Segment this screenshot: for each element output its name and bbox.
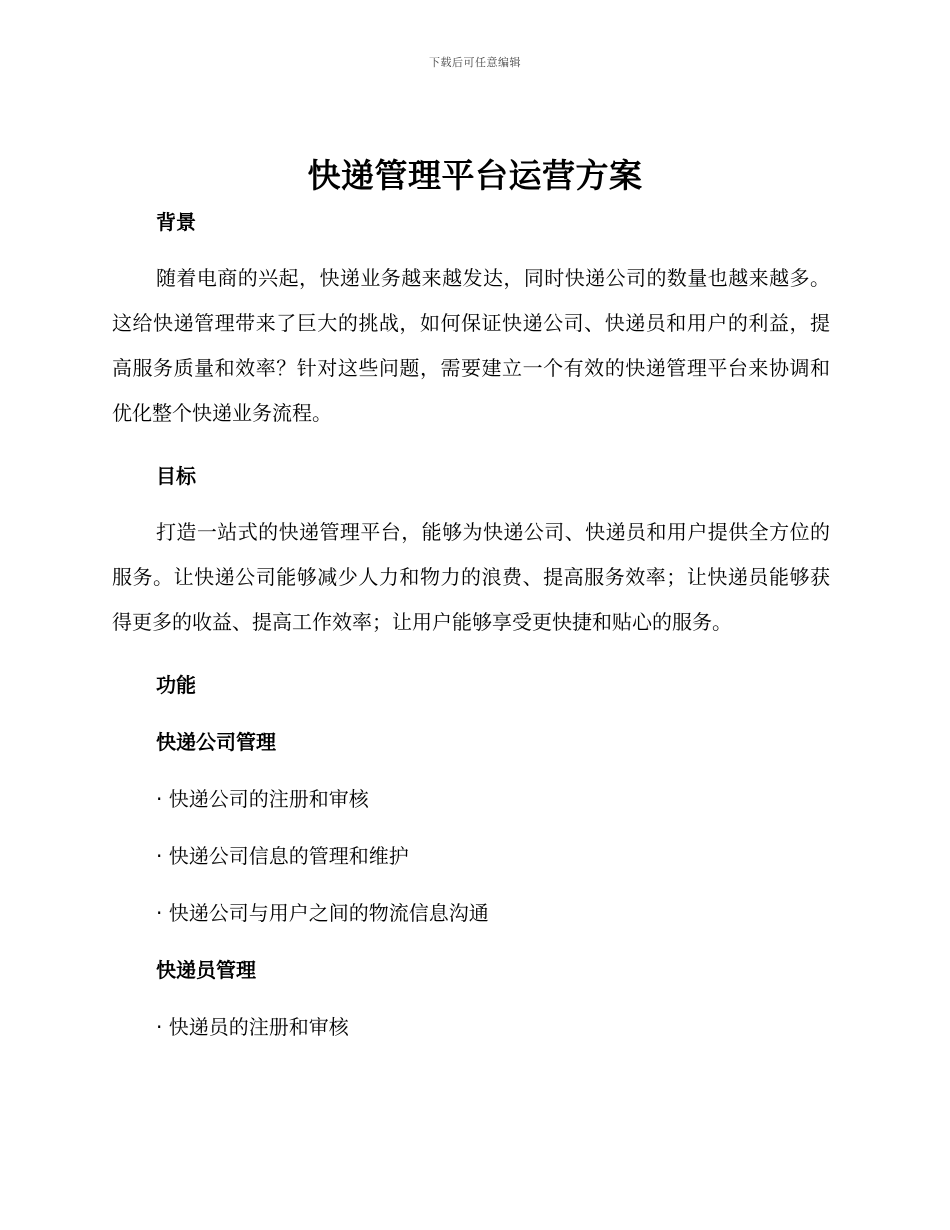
spacer — [112, 931, 830, 952]
spacer — [112, 760, 830, 781]
spacer — [112, 988, 830, 1009]
spacer — [112, 874, 830, 895]
section-heading-features: 功能 — [156, 673, 196, 697]
document-title: 快递管理平台运营方案 — [307, 156, 643, 195]
spacer — [112, 645, 830, 667]
spacer — [112, 240, 830, 256]
list-item: · 快递公司的注册和审核 — [156, 787, 369, 811]
list-item: · 快递员的注册和审核 — [156, 1015, 349, 1039]
section-heading-goal: 目标 — [156, 464, 196, 488]
document-body — [112, 204, 830, 1045]
list-item: · 快递公司信息的管理和维护 — [156, 844, 409, 868]
spacer — [112, 436, 830, 458]
section-heading-background: 背景 — [156, 210, 196, 234]
subsection-heading-company-management: 快递公司管理 — [156, 730, 276, 754]
background-paragraph: 随着电商的兴起，快递业务越来越发达，同时快递公司的数量也越来越多。这给快递管理带来了巨大的挑战，如何保证快递公司、快递员和用户的利益，提高服务质量和效率？针对这些问题，需要建立一个有效的快递管理平台来协调和优化整个快递业务流程。 — [112, 266, 830, 425]
subsection-heading-courier-management: 快递员管理 — [156, 958, 256, 982]
goal-paragraph: 打造一站式的快递管理平台，能够为快递公司、快递员和用户提供全方位的服务。让快递公司能够减少人力和物力的浪费、提高服务效率；让快递员能够获得更多的收益、提高工作效率；让用户能够享受更快捷和贴心的服务。 — [112, 520, 830, 634]
list-item: · 快递公司与用户之间的物流信息沟通 — [156, 901, 489, 925]
header-note: 下载后可任意编辑 — [429, 56, 521, 69]
spacer — [112, 817, 830, 838]
spacer — [112, 703, 830, 724]
spacer — [112, 494, 830, 510]
